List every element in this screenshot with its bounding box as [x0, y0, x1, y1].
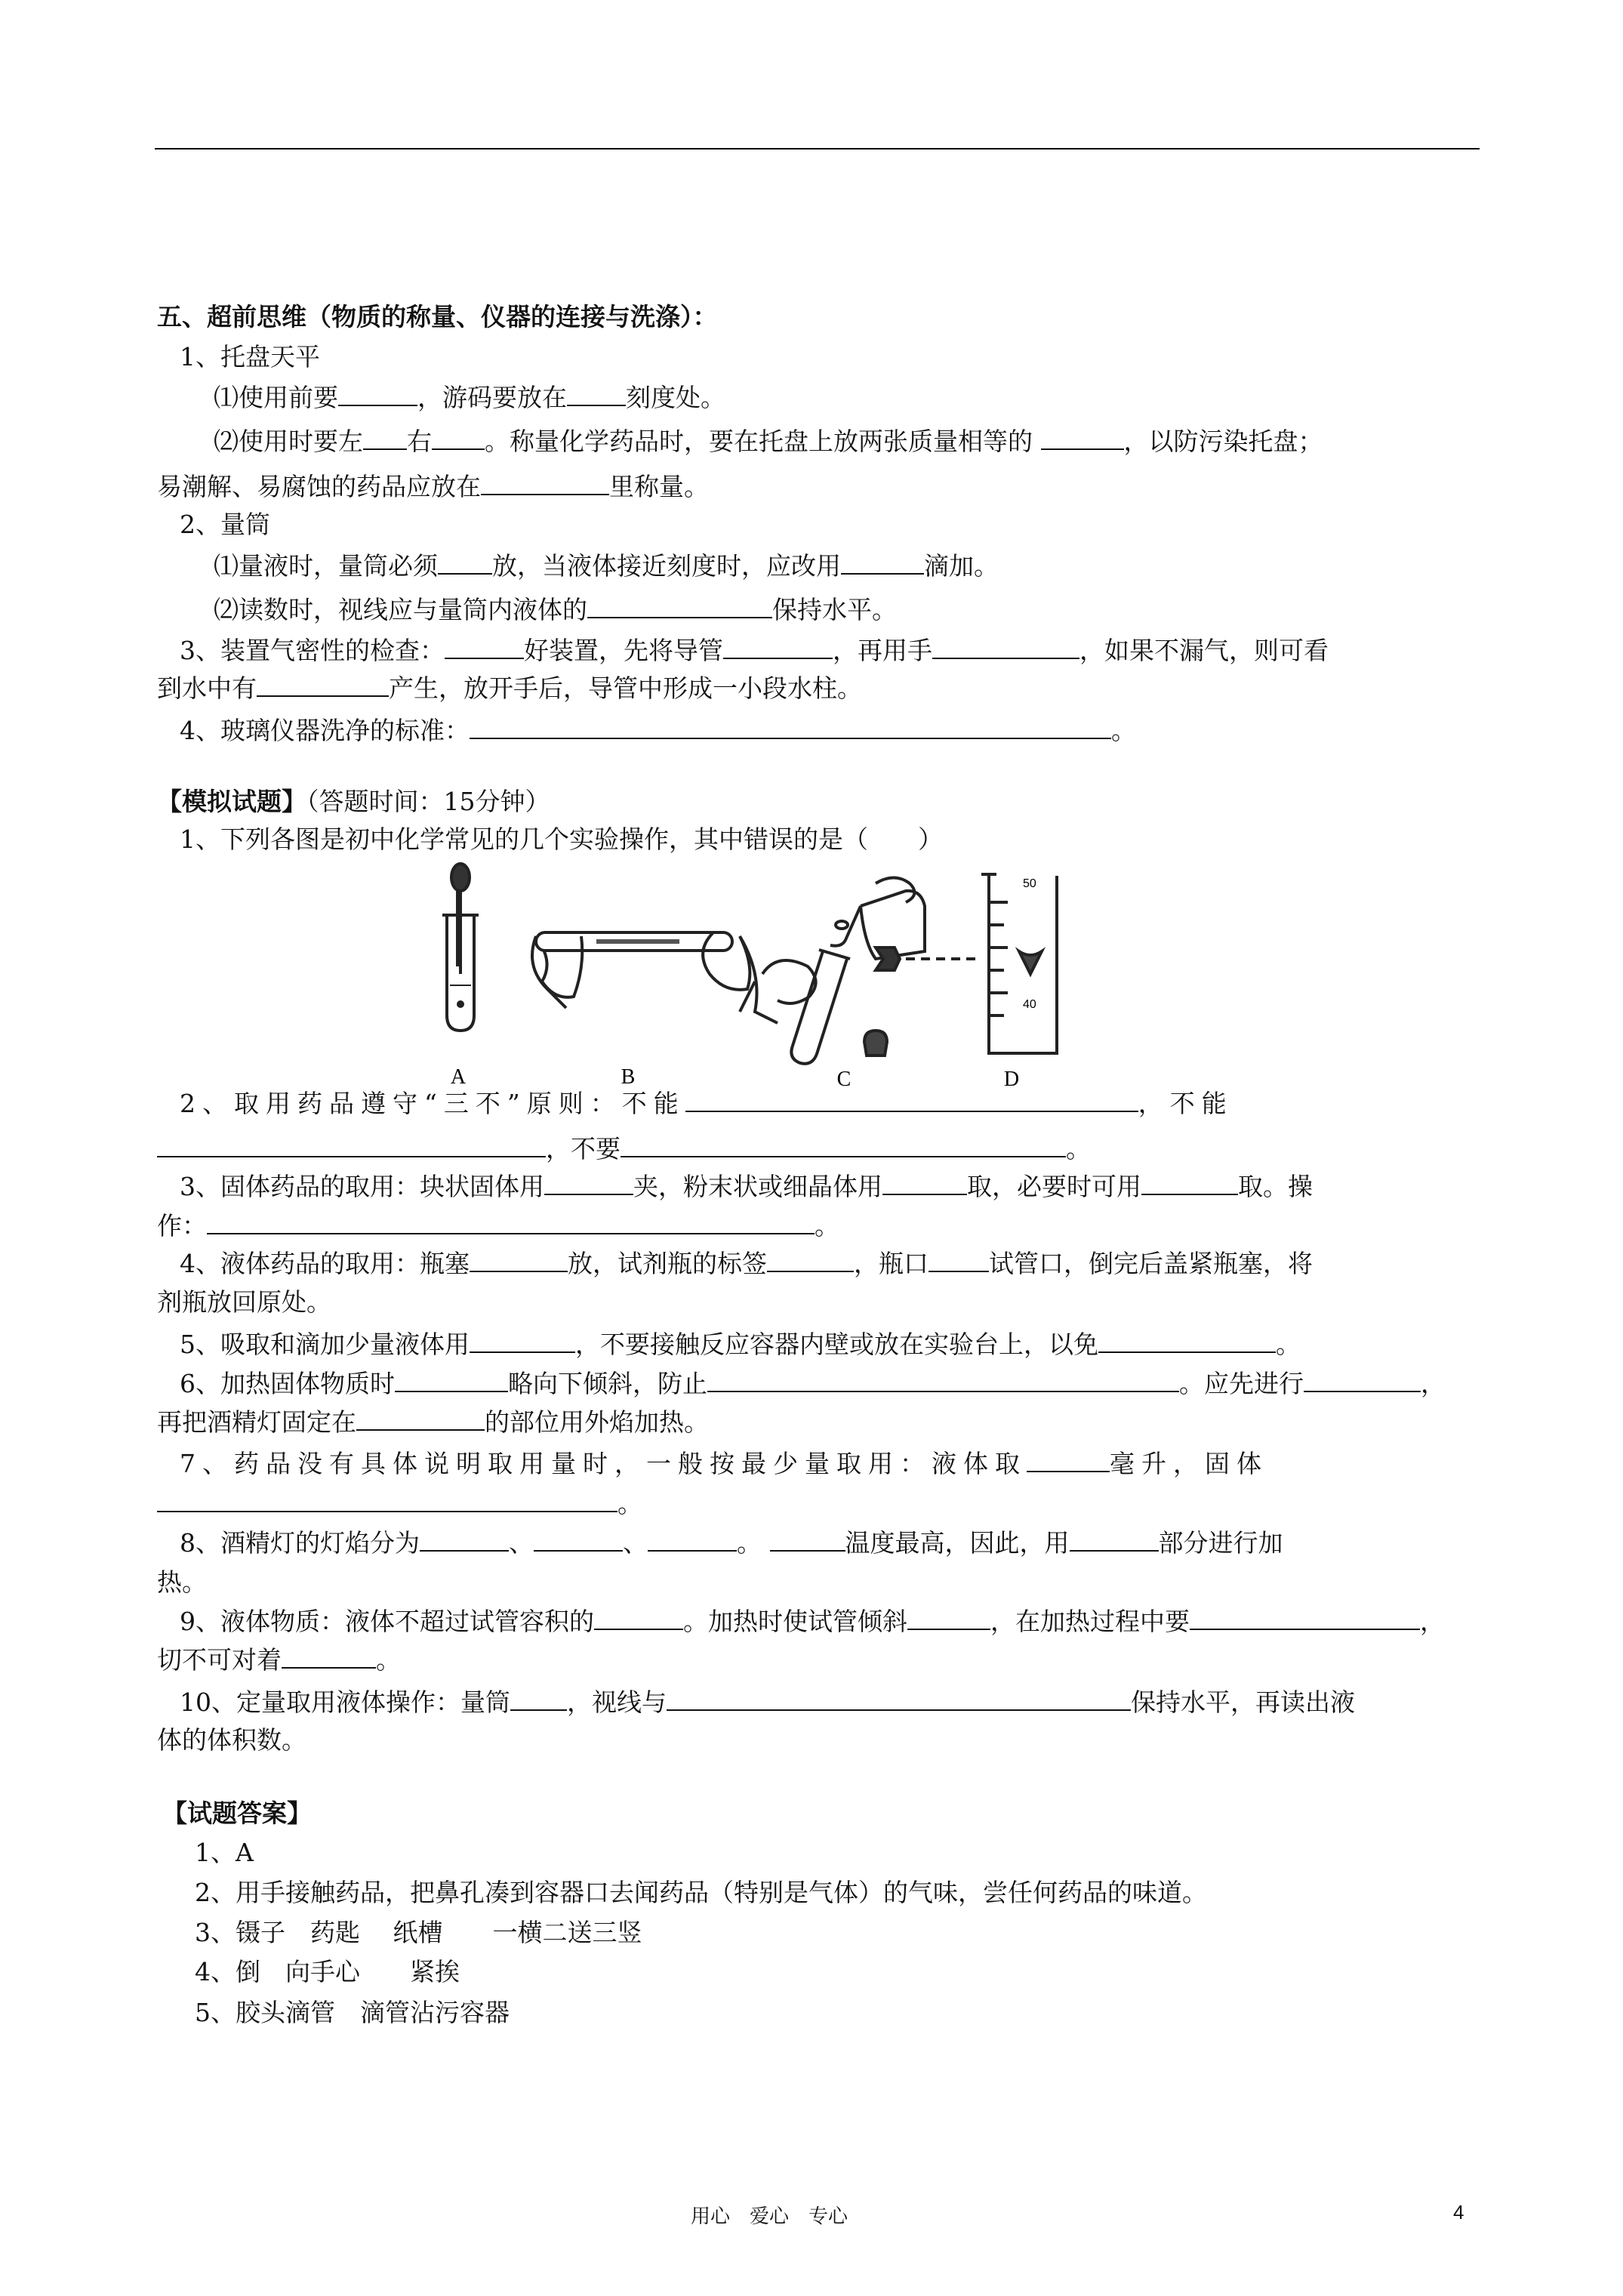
- blank[interactable]: [932, 635, 1079, 659]
- blank[interactable]: [445, 635, 524, 659]
- q1-part2: ⑵使用时要左 右 。称量化学药品时，要在托盘上放两张质量相等的 ，以防污染托盘；: [214, 427, 1323, 456]
- blank[interactable]: [707, 1368, 1179, 1392]
- mock-q4-line1: 4、液体药品的取用：瓶塞 放，试剂瓶的标签 ，瓶口 试管口，倒完后盖紧瓶塞，将: [180, 1249, 1313, 1278]
- mock-q9-line2: 切不可对着 。: [157, 1645, 401, 1675]
- blank[interactable]: [481, 471, 609, 495]
- section-title: 五、超前思维（物质的称量、仪器的连接与洗涤）：: [157, 302, 718, 331]
- blank[interactable]: [1304, 1368, 1421, 1392]
- blank[interactable]: [432, 426, 485, 450]
- answers-header: 【试题答案】: [162, 1798, 312, 1828]
- blank[interactable]: [157, 1133, 546, 1157]
- q3-line2: 到水中有 产生，放开手后，导管中形成一小段水柱。: [157, 673, 862, 703]
- blank[interactable]: [363, 426, 407, 450]
- blank[interactable]: [470, 1248, 568, 1272]
- answer-5: 5、胶头滴管 滴管沾污容器: [195, 1998, 510, 2027]
- mock-header: 【模拟试题】（答题时间：15分钟）: [157, 787, 550, 816]
- blank[interactable]: [1041, 426, 1124, 450]
- mock-q3-line1: 3、固体药品的取用：块状固体用 夹，粉末状或细晶体用 取，必要时可用 取。操: [180, 1172, 1313, 1201]
- blank[interactable]: [510, 1687, 567, 1711]
- blank[interactable]: [282, 1644, 376, 1669]
- mock-q6-line2: 再把酒精灯固定在 的部位用外焰加热。: [157, 1407, 709, 1437]
- figure-label-b: B: [621, 1065, 636, 1087]
- q1-part1: ⑴使用前要 ，游码要放在 刻度处。: [214, 383, 725, 412]
- mock-q5: 5、吸取和滴加少量液体用 ，不要接触反应容器内壁或放在实验台上，以免 。: [180, 1330, 1301, 1359]
- blank[interactable]: [470, 715, 1111, 739]
- q1-title: 1、托盘天平: [180, 342, 320, 371]
- answer-4: 4、倒 向手心 紧挨: [195, 1957, 460, 1986]
- blank[interactable]: [395, 1368, 508, 1392]
- figure-d-graduated-cylinder: [876, 874, 1057, 1053]
- q1-part2-cont: 易潮解、易腐蚀的药品应放在 里称量。: [157, 472, 709, 501]
- blank[interactable]: [1190, 1606, 1420, 1630]
- cylinder-scale-50: 50: [1023, 877, 1036, 890]
- cylinder-scale-40: 40: [1023, 998, 1036, 1011]
- blank[interactable]: [594, 1606, 683, 1630]
- blank[interactable]: [723, 635, 833, 659]
- q2-part2: ⑵读数时，视线应与量筒内液体的 保持水平。: [214, 595, 897, 624]
- blank[interactable]: [929, 1248, 989, 1272]
- answer-2: 2、用手接触药品，把鼻孔凑到容器口去闻药品（特别是气体）的气味，尝任何药品的味道。: [195, 1878, 1207, 1907]
- blank[interactable]: [470, 1329, 575, 1353]
- figure-c-pouring-liquid: [740, 878, 925, 1064]
- mock-q10-line1: 10、定量取用液体操作：量筒 ，视线与 保持水平，再读出液: [180, 1687, 1355, 1717]
- experiment-figure: [423, 861, 1208, 1087]
- figure-label-c: C: [836, 1068, 852, 1087]
- blank[interactable]: [544, 1171, 633, 1195]
- blank[interactable]: [882, 1171, 967, 1195]
- mock-q9-line1: 9、液体物质：液体不超过试管容积的 。加热时使试管倾斜 ，在加热过程中要 ，: [180, 1607, 1445, 1636]
- blank[interactable]: [420, 1527, 509, 1552]
- mock-q3-line2: 作： 。: [157, 1211, 839, 1240]
- figure-a-dropper: [442, 864, 479, 1031]
- blank[interactable]: [1141, 1171, 1238, 1195]
- mock-q7-line2: 。: [157, 1487, 642, 1521]
- blank[interactable]: [767, 1248, 854, 1272]
- mock-q8-line2: 热。: [157, 1567, 207, 1597]
- blank[interactable]: [841, 550, 924, 575]
- mock-q10-line2: 体的体积数。: [157, 1725, 306, 1755]
- mock-q2-line2: ，不要 。: [157, 1133, 1091, 1166]
- answer-3: 3、镊子 药匙 纸槽 一横二送三竖: [195, 1918, 642, 1947]
- blank[interactable]: [1098, 1329, 1276, 1353]
- blank[interactable]: [907, 1606, 990, 1630]
- mock-q4-line2: 剂瓶放回原处。: [157, 1287, 331, 1317]
- q4-line: 4、玻璃仪器洗净的标准： 。: [180, 716, 1136, 745]
- blank[interactable]: [648, 1527, 737, 1552]
- blank[interactable]: [667, 1687, 1131, 1711]
- q2-part1: ⑴量液时，量筒必须 放，当液体接近刻度时，应改用 滴加。: [214, 551, 999, 581]
- blank[interactable]: [207, 1210, 815, 1234]
- blank[interactable]: [621, 1133, 1066, 1157]
- blank[interactable]: [438, 550, 492, 575]
- figure-label-a: A: [450, 1065, 467, 1087]
- mock-q6-line1: 6、加热固体物质时 略向下倾斜，防止 。应先进行 ，: [180, 1369, 1446, 1398]
- page-number: 4: [1453, 2201, 1464, 2224]
- blank[interactable]: [257, 673, 389, 697]
- mock-q8-line1: 8、酒精灯的灯焰分为 、 、 。 温度最高，因此，用 部分进行加: [180, 1528, 1283, 1558]
- header-rule: [155, 148, 1480, 149]
- answer-1: 1、A: [195, 1838, 254, 1867]
- figure-label-d: D: [1003, 1068, 1020, 1087]
- footer-motto: 用心 爱心 专心: [691, 2205, 848, 2227]
- blank[interactable]: [770, 1527, 845, 1552]
- blank[interactable]: [1027, 1448, 1110, 1472]
- blank[interactable]: [567, 382, 626, 406]
- blank[interactable]: [587, 594, 772, 618]
- mock-q1: 1、下列各图是初中化学常见的几个实验操作，其中错误的是（ ）: [180, 824, 943, 854]
- blank[interactable]: [338, 382, 417, 406]
- blank[interactable]: [685, 1088, 1138, 1112]
- blank[interactable]: [1070, 1527, 1159, 1552]
- mock-q2-line1: 2、取用药品遵守“三不”原则：不能 ，不能: [180, 1089, 1233, 1118]
- blank[interactable]: [157, 1488, 617, 1512]
- q3-line1: 3、装置气密性的检查： 好装置，先将导管 ，再用手 ，如果不漏气，则可看: [180, 636, 1329, 665]
- q2-title: 2、量筒: [180, 510, 270, 539]
- blank[interactable]: [534, 1527, 623, 1552]
- blank[interactable]: [356, 1407, 485, 1431]
- mock-q7-line1: 7、药品没有具体说明取用量时，一般按最少量取用：液体取 毫升，固体: [180, 1449, 1268, 1478]
